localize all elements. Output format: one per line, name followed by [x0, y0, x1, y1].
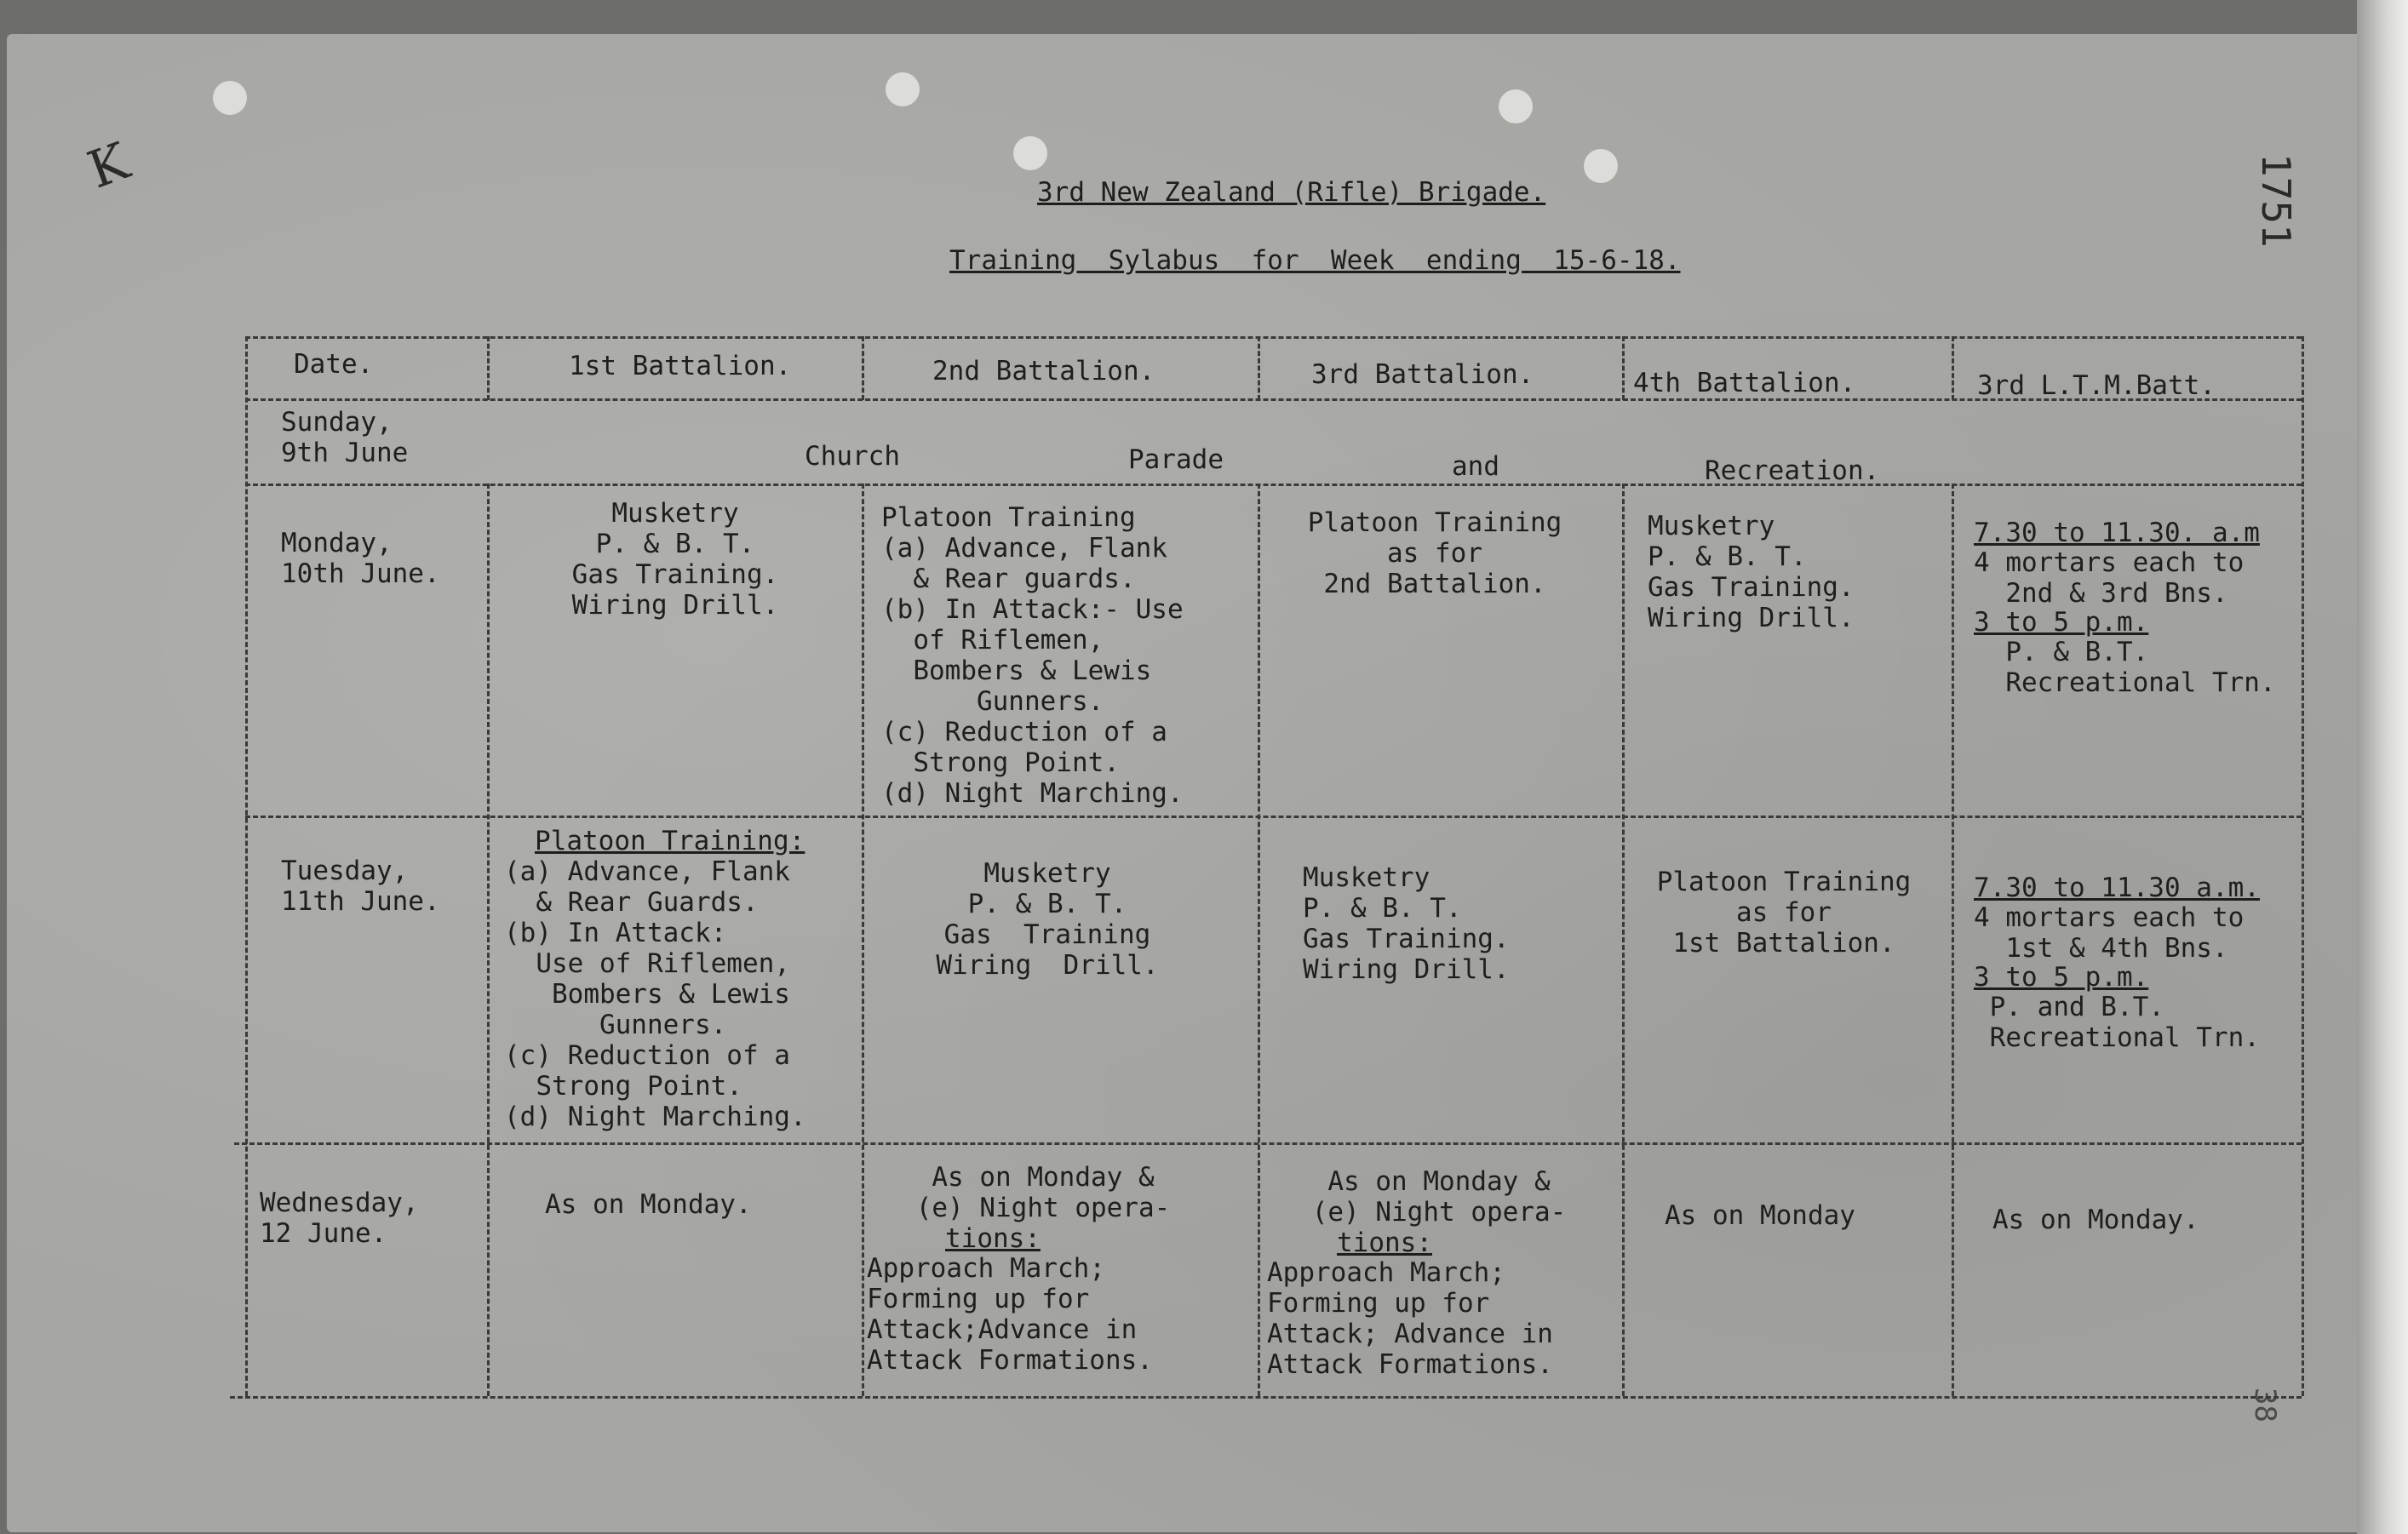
table-rule: [862, 336, 864, 400]
syllabus-title: Training Sylabus for Week ending 15-6-18.: [949, 245, 1681, 276]
header-date: Date.: [294, 349, 374, 380]
monday-ltm-detail-morning: 4 mortars each to 2nd & 3rd Bns.: [1974, 547, 2245, 609]
monday-4th-battalion: Musketry P. & B. T. Gas Training. Wiring Drill.: [1648, 511, 1855, 633]
monday-ltm-detail-afternoon: P. & B.T. Recreational Trn.: [2005, 637, 2276, 698]
punch-hole: [1584, 149, 1618, 183]
table-rule: [245, 484, 2302, 486]
table-rule: [1622, 336, 1625, 400]
header-2nd-battalion: 2nd Battalion.: [932, 356, 1155, 386]
archive-number: 1751: [2253, 153, 2299, 248]
table-rule: [1258, 484, 1260, 1396]
table-rule: [245, 336, 2302, 339]
wednesday-3rd-battalion-detail: Approach March; Forming up for Attack; Advance in Attack Formations.: [1267, 1257, 1553, 1380]
wednesday-3rd-battalion-tions: tions:: [1337, 1228, 1432, 1258]
table-rule: [1622, 484, 1625, 1396]
wednesday-2nd-battalion-tions: tions:: [945, 1223, 1041, 1254]
tuesday-4th-battalion: Platoon Training as for 1st Battalion.: [1656, 867, 1912, 959]
wednesday-1st-battalion: As on Monday.: [545, 1189, 752, 1220]
tuesday-1st-battalion: (a) Advance, Flank & Rear Guards. (b) In Attack: Use of Riflemen, Bombers & Lewis Gunners. (c) Reduction of a Strong Point. (d) Night Marching.: [504, 856, 806, 1132]
wednesday-2nd-battalion-intro: As on Monday & (e) Night opera-: [915, 1162, 1171, 1223]
table-rule: [487, 336, 490, 400]
table-rule: [234, 1142, 2302, 1145]
tuesday-ltm-time-afternoon: 3 to 5 p.m.: [1974, 962, 2149, 993]
punch-hole: [1013, 136, 1047, 170]
table-rule: [230, 1396, 2302, 1399]
table-rule: [862, 484, 864, 1396]
table-rule: [1952, 484, 1954, 1396]
sunday-date: Sunday, 9th June: [281, 407, 409, 468]
header-ltm-battery: 3rd L.T.M.Batt.: [1977, 370, 2216, 401]
monday-2nd-battalion: Platoon Training (a) Advance, Flank & Rear guards. (b) In Attack:- Use of Riflemen, Bombers & Lewis Gunners. (c) Reduction of a Strong Point. (d) Night Marching.: [881, 502, 1184, 809]
tuesday-ltm-detail-morning: 4 mortars each to 1st & 4th Bns.: [1974, 902, 2245, 964]
header-1st-battalion: 1st Battalion.: [569, 351, 792, 381]
punch-hole: [886, 72, 920, 106]
wednesday-4th-battalion: As on Monday: [1665, 1200, 1855, 1231]
monday-3rd-battalion: Platoon Training as for 2nd Battalion.: [1307, 507, 1562, 599]
page-edge: [2357, 0, 2408, 1534]
table-rule: [2302, 336, 2304, 1396]
tuesday-2nd-battalion: Musketry P. & B. T. Gas Training Wiring Drill.: [936, 858, 1159, 981]
header-3rd-battalion: 3rd Battalion.: [1311, 359, 1534, 390]
table-rule: [1258, 336, 1260, 400]
wednesday-date: Wednesday, 12 June.: [260, 1188, 419, 1249]
sunday-word-and: and: [1452, 451, 1499, 482]
wednesday-ltm-battery: As on Monday.: [1992, 1205, 2199, 1235]
brigade-title: 3rd New Zealand (Rifle) Brigade.: [1037, 177, 1546, 208]
tuesday-1st-battalion-heading: Platoon Training:: [535, 826, 806, 856]
sunday-word-parade: Parade: [1128, 444, 1224, 475]
tuesday-date: Tuesday, 11th June.: [281, 856, 440, 917]
punch-hole: [1499, 89, 1533, 123]
table-rule: [245, 816, 2302, 818]
tuesday-3rd-battalion: Musketry P. & B. T. Gas Training. Wiring Drill.: [1303, 862, 1510, 985]
monday-ltm-time-afternoon: 3 to 5 p.m.: [1974, 607, 2149, 638]
table-rule: [487, 484, 490, 1396]
margin-mark: K: [80, 131, 137, 201]
sunday-word-church: Church: [805, 441, 900, 472]
wednesday-3rd-battalion-intro: As on Monday & (e) Night opera-: [1311, 1166, 1567, 1228]
tuesday-ltm-detail-afternoon: P. and B.T. Recreational Trn.: [1989, 992, 2260, 1053]
wednesday-2nd-battalion-detail: Approach March; Forming up for Attack;Advance in Attack Formations.: [867, 1253, 1153, 1376]
monday-ltm-time-morning: 7.30 to 11.30. a.m: [1974, 518, 2260, 548]
table-rule: [245, 336, 248, 1396]
page-number: 38: [2248, 1388, 2282, 1422]
tuesday-ltm-time-morning: 7.30 to 11.30 a.m.: [1974, 873, 2260, 903]
sunday-word-recreation: Recreation.: [1705, 455, 1880, 486]
table-rule: [1952, 336, 1954, 400]
monday-1st-battalion: Musketry P. & B. T. Gas Training. Wiring Drill.: [571, 498, 779, 621]
monday-date: Monday, 10th June.: [281, 528, 440, 589]
header-4th-battalion: 4th Battalion.: [1633, 368, 1856, 398]
punch-hole: [213, 81, 247, 115]
